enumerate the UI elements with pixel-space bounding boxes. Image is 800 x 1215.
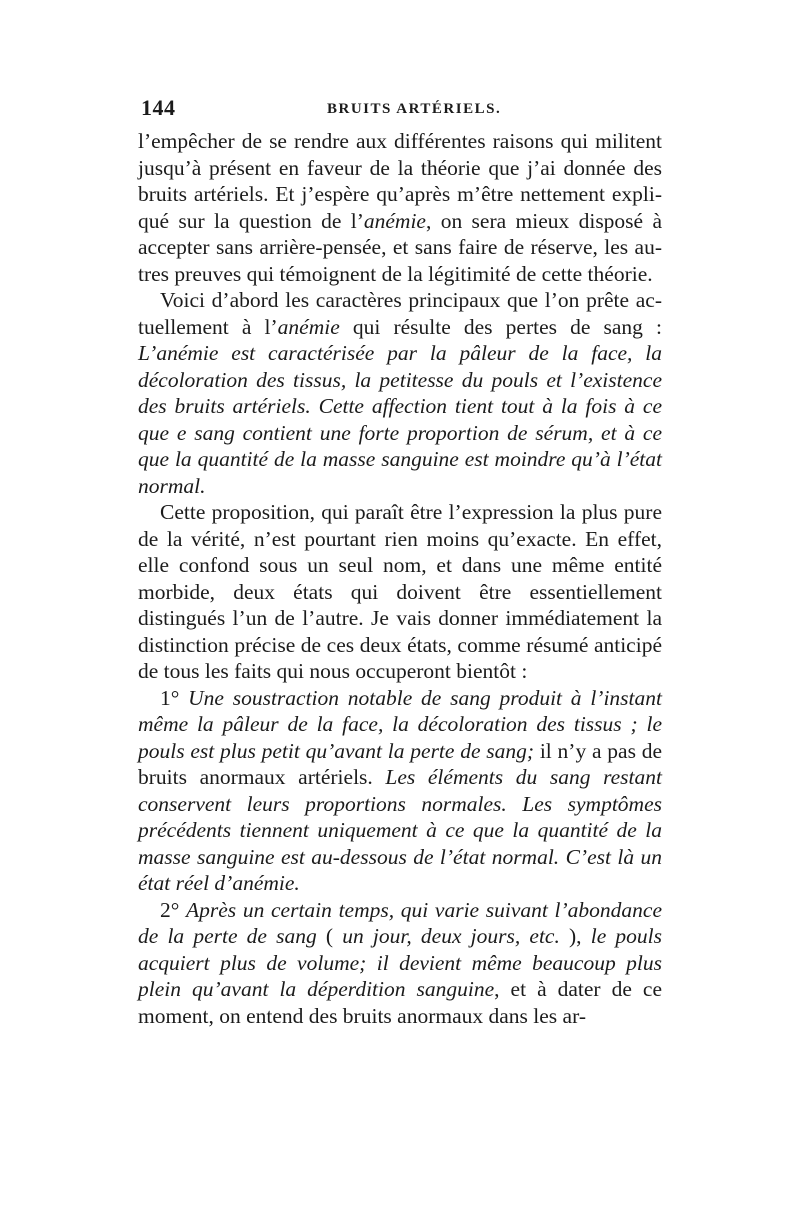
italic-text-run: anémie bbox=[363, 208, 426, 233]
text-run: 2° bbox=[160, 897, 187, 922]
paragraph bbox=[138, 499, 662, 685]
body-text bbox=[138, 128, 662, 1029]
italic-text-run: anémie bbox=[277, 314, 340, 339]
text-run: , on sera mieux disposé à accepter sans arrière-pensée, et sans faire de réserve, les autres preuves qui témoignent de la légitimité de cette théorie. bbox=[138, 208, 662, 286]
text-run: l’empêcher de se rendre aux différentes raisons qui militent jusqu’à présent en faveur de la théorie que j’ai donnée des bruits artériels. Et j’espère qu’après m’être nettement expliqué sur la question de l’ bbox=[138, 129, 662, 233]
italic-text-run: Après un certain temps, qui varie suivant l’abondance de la perte de sang bbox=[138, 897, 662, 948]
text-run: il n’y a pas de bruits anormaux artériels. bbox=[138, 738, 662, 789]
text-run: Voici d’abord les caractères principaux que l’on prête actuellement à l’ bbox=[138, 288, 662, 339]
running-title: BRUITS ARTÉRIELS. bbox=[327, 101, 502, 117]
paragraph bbox=[138, 685, 662, 897]
paragraph bbox=[138, 897, 662, 1030]
italic-text-run: Les éléments du sang restant conservent leurs proportions normales. Les symptômes précédents tiennent uniquement à ce que la quantité de la masse sanguine est au-dessous de l’état normal. C’est là un état réel d’anémie. bbox=[138, 765, 662, 895]
page-header bbox=[141, 95, 666, 125]
italic-text-run: un jour, deux jours, etc. bbox=[342, 924, 560, 948]
italic-text-run: le pouls acquiert plus de volume; il devient même beaucoup plus plein qu’avant la déperdition sanguine bbox=[138, 924, 663, 1001]
text-run: ), bbox=[559, 924, 591, 948]
italic-text-run: Une soustraction notable de sang produit à l’instant même la pâleur de la face, la décoloration des tissus ; le pouls est plus petit qu’avant la perte de sang; bbox=[138, 685, 662, 763]
text-run: 1° bbox=[160, 685, 189, 710]
text-run: , et à dater de ce moment, on entend des bruits anormaux dans les ar- bbox=[138, 977, 662, 1028]
text-run: Cette proposition, qui paraît être l’expression la plus pure de la vérité, n’est pourtant rien moins qu’exacte. En effet, elle confond sous un seul nom, et dans une même entité morbide, deux états qui doivent être essentiellement distingués l’un de l’autre. Je vais donner immédiatement la distinction précise de ces deux états, comme résumé anticipé de tous les faits qui nous occuperont bientôt : bbox=[138, 500, 662, 683]
paragraph bbox=[138, 287, 662, 499]
page-number: 144 bbox=[141, 95, 176, 120]
text-run: ( bbox=[316, 924, 343, 948]
text-run: qui résulte des pertes de sang : bbox=[339, 314, 663, 339]
paragraph bbox=[138, 128, 662, 287]
italic-text-run: L’anémie est caractérisée par la pâleur de la face, la décoloration des tissus, la petitesse du pouls et l’existence des bruits artériels. Cette affection tient tout à la fois à ce que e sang contient une forte proportion de sérum, et à ce que la quantité de la masse sanguine est moindre qu’à l’état normal. bbox=[138, 341, 662, 498]
